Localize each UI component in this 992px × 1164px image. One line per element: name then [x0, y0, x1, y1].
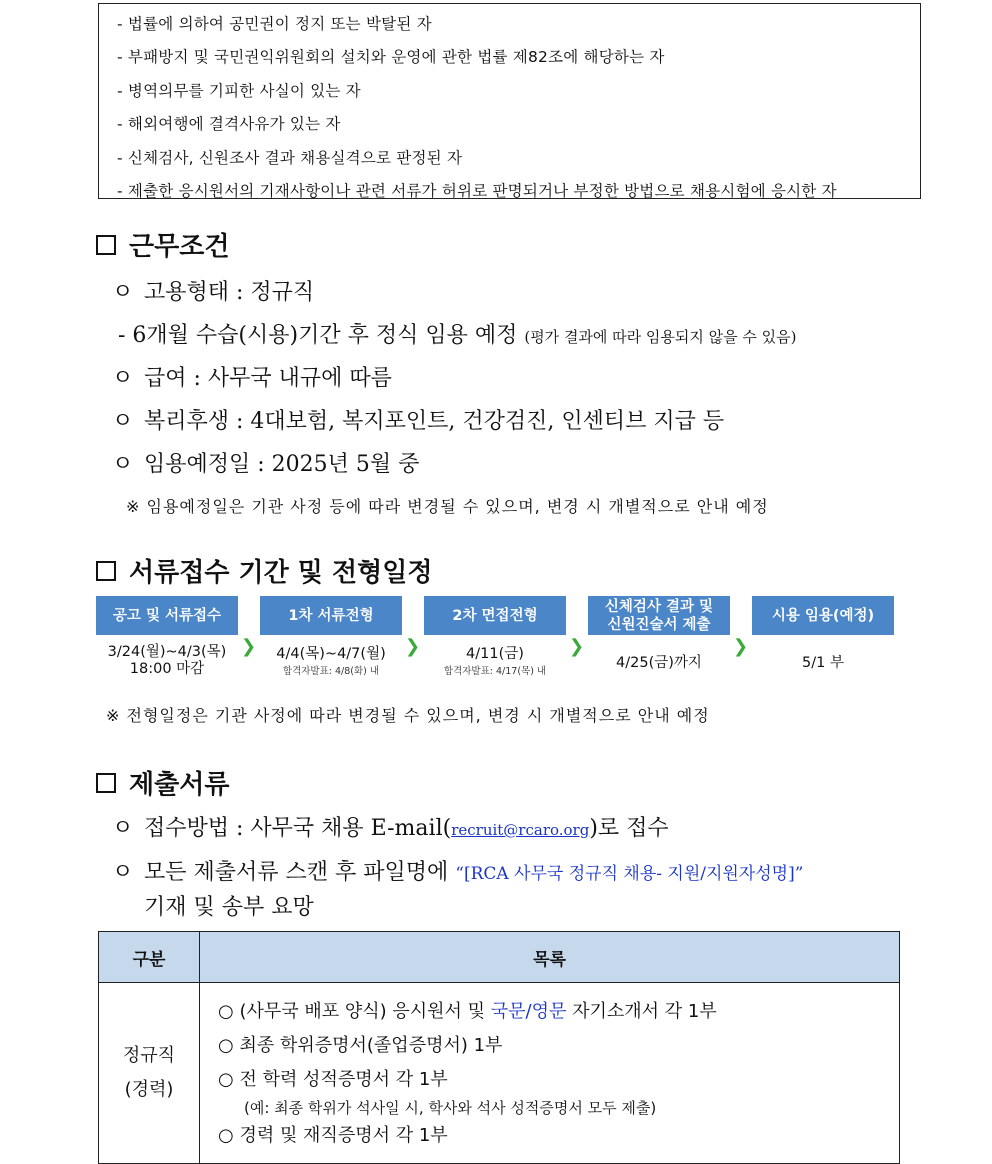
start-date-note: ※ 임용예정일은 기관 사정 등에 따라 변경될 수 있으며, 변경 시 개별적으로 안내 예정	[126, 497, 769, 516]
schedule-step-medical: 신체검사 결과 및 신원진술서 제출	[588, 596, 730, 635]
start-date-line: ㅇ 임용예정일 : 2025년 5월 중	[112, 452, 420, 477]
square-bullet-icon	[96, 235, 116, 255]
disqualification-item: - 법률에 의하여 공민권이 정지 또는 박탈된 자	[117, 15, 432, 33]
schedule-date: 4/4(목)~4/7(월)	[276, 646, 386, 662]
schedule-result-date: 합격자발표: 4/8(화) 내	[282, 666, 380, 677]
table-header-list: 목록	[200, 932, 900, 983]
disqualification-item: - 해외여행에 결격사유가 있는 자	[117, 115, 341, 133]
disqualification-item: - 신체검사, 신원조사 결과 채용실격으로 판정된 자	[117, 149, 463, 167]
schedule-date: 3/24(월)~4/3(목)	[107, 644, 227, 660]
disqualification-box	[98, 3, 921, 199]
document-list-cell	[200, 983, 900, 1164]
table-header-row	[99, 932, 900, 983]
disqualification-item: - 부패방지 및 국민권익위원회의 설치와 운영에 관한 법률 제82조에 해당하는 자	[117, 48, 665, 66]
documents-table	[98, 931, 900, 1164]
filename-instruction-cont: 기재 및 송부 요망	[144, 895, 314, 920]
employment-type: ㅇ 고용형태 : 정규직	[112, 280, 315, 305]
schedule-date: 4/25(금)까지	[616, 655, 702, 671]
document-item: ○ (사무국 배포 양식) 응시원서 및 국문/영문 자기소개서 각 1부	[218, 1001, 717, 1022]
schedule-step-interview: 2차 면접전형	[424, 596, 566, 635]
arrow-right-icon: ❯	[405, 636, 421, 657]
schedule-date-deadline: 18:00 마감	[129, 661, 205, 677]
table-row	[99, 983, 900, 1164]
arrow-right-icon: ❯	[241, 636, 257, 657]
filename-format: “[RCA 사무국 정규직 채용- 지원/지원자성명]”	[455, 864, 804, 884]
probation-line: - 6개월 수습(시용)기간 후 정식 임용 예정 (평가 결과에 따라 임용되지 않을 수 있음)	[118, 323, 797, 348]
filename-instruction: ㅇ 모든 제출서류 스캔 후 파일명에 “[RCA 사무국 정규직 채용- 지원/지원자성명]”	[112, 860, 804, 885]
schedule-result-date: 합격자발표: 4/17(목) 내	[443, 666, 547, 677]
document-item: ○ 전 학력 성적증명서 각 1부	[218, 1069, 448, 1090]
disqualification-item: - 병역의무를 기피한 사실이 있는 자	[117, 82, 361, 100]
category-cell: 정규직 (경력)	[99, 983, 200, 1164]
table-header-category: 구분	[99, 932, 200, 983]
schedule-step-appointment: 시용 임용(예정)	[752, 596, 894, 635]
schedule-section-title: 서류접수 기간 및 전형일정	[96, 552, 432, 589]
document-item-note: (예: 최종 학위가 석사일 시, 학사와 석사 성적증명서 모두 제출)	[244, 1099, 657, 1117]
square-bullet-icon	[96, 773, 116, 793]
schedule-date: 5/1 부	[802, 655, 844, 671]
document-item: ○ 경력 및 재직증명서 각 1부	[218, 1125, 448, 1146]
disqualification-item: - 제출한 응시원서의 기재사항이나 관련 서류가 허위로 판명되거나 부정한 방법으로 채용시험에 응시한 자	[117, 182, 837, 200]
submission-method: ㅇ 접수방법 : 사무국 채용 E-mail(recruit@rcaro.org)로 접수	[112, 816, 669, 841]
document-item: ○ 최종 학위증명서(졸업증명서) 1부	[218, 1035, 503, 1056]
arrow-right-icon: ❯	[569, 636, 585, 657]
square-bullet-icon	[96, 561, 116, 581]
benefits-line: ㅇ 복리후생 : 4대보험, 복지포인트, 건강검진, 인센티브 지급 등	[112, 409, 725, 434]
schedule-date: 4/11(금)	[466, 646, 524, 662]
schedule-step-document-screening: 1차 서류전형	[260, 596, 402, 635]
schedule-step-announcement: 공고 및 서류접수	[96, 596, 238, 635]
submission-section-title: 제출서류	[96, 764, 229, 801]
salary-line: ㅇ 급여 : 사무국 내규에 따름	[112, 366, 392, 391]
work-section-title: 근무조건	[96, 226, 229, 263]
email-link[interactable]: recruit@rcaro.org	[451, 821, 590, 839]
arrow-right-icon: ❯	[733, 636, 749, 657]
schedule-note: ※ 전형일정은 기관 사정에 따라 변경될 수 있으며, 변경 시 개별적으로 안내 예정	[106, 706, 710, 725]
